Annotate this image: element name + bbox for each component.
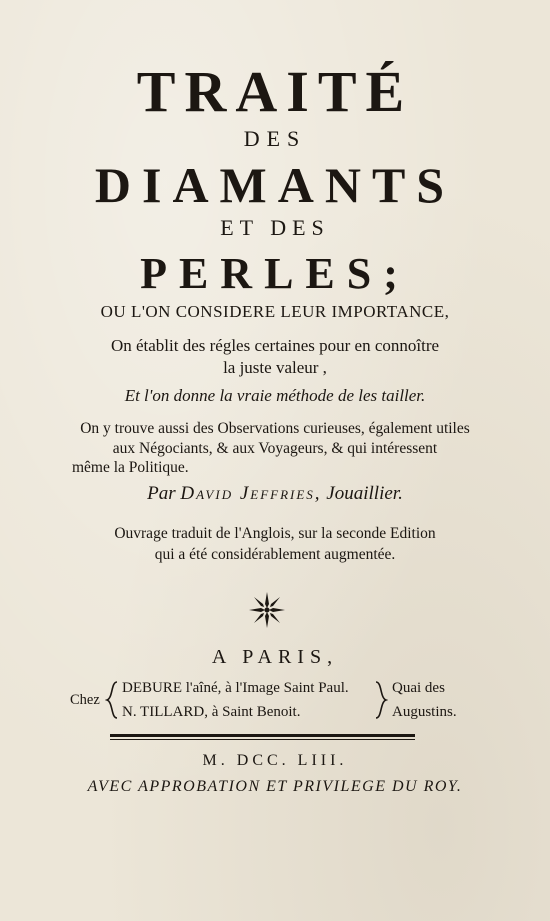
translation-line-1: Ouvrage traduit de l'Anglois, sur la seconde Edition	[114, 525, 436, 542]
privilege-line: AVEC APPROBATION ET PRIVILEGE DU ROY.	[87, 778, 463, 795]
description-line-1: On y trouve aussi des Observations curieuses, également utiles	[80, 420, 470, 437]
title-line-et-des: ET DES	[220, 215, 330, 240]
double-rule-thick	[110, 734, 415, 737]
subtitle-line-4: Et l'on donne la vraie méthode de les tailler.	[124, 386, 426, 405]
title-line-des: DES	[243, 126, 307, 151]
printers-ornament-icon	[245, 588, 289, 632]
publication-date: M. DCC. LIII.	[202, 752, 348, 769]
subtitle-line-2: On établit des régles certaines pour en connoître	[110, 336, 440, 355]
location-line-1: Quai des	[392, 680, 445, 696]
left-brace-icon	[105, 680, 119, 720]
double-rule-thin	[110, 739, 415, 740]
publisher-line-1: DEBURE l'aîné, à l'Image Saint Paul.	[122, 680, 349, 696]
author-role: Jouaillier.	[326, 483, 403, 504]
translation-line-2: qui a été considérablement augmentée.	[154, 546, 396, 563]
description-line-3: même la Politique.	[72, 459, 189, 476]
author-name: David Jeffries,	[180, 483, 322, 504]
subtitle-line-1: OU L'ON CONSIDERE LEUR IMPORTANCE,	[100, 302, 450, 321]
right-brace-icon	[374, 680, 388, 720]
description-line-2: aux Négociants, & aux Voyageurs, & qui intéressent	[112, 440, 438, 457]
title-line-diamants: DIAMANTS	[94, 157, 456, 213]
subtitle-line-3: la juste valeur ,	[223, 358, 327, 377]
location-line-2: Augustins.	[392, 704, 457, 720]
title-line-traite: TRAITÉ	[136, 59, 414, 124]
publisher-line-2: N. TILLARD, à Saint Benoit.	[122, 704, 301, 720]
imprint-chez: Chez	[70, 692, 100, 708]
imprint-city: A PARIS,	[211, 646, 339, 668]
author-prefix: Par	[147, 483, 176, 504]
title-line-perles: PERLES;	[140, 249, 410, 298]
author-line	[0, 483, 550, 505]
